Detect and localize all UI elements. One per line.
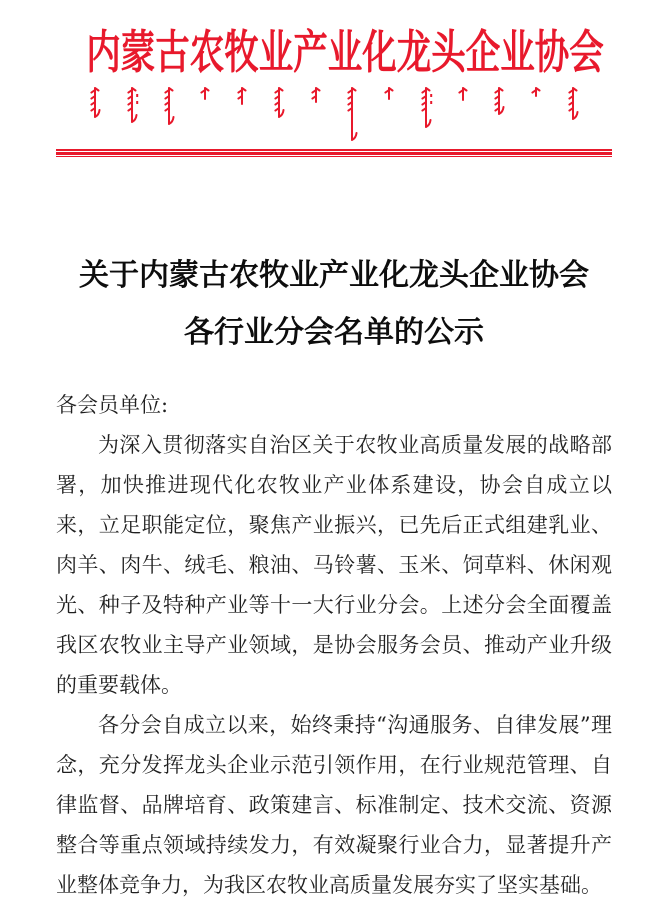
org-name-title: 内蒙古农牧业产业化龙头企业协会 — [86, 25, 604, 79]
paragraph-2: 各分会自成立以来，始终秉持“沟通服务、自律发展”理念，充分发挥龙头企业示范引领作用，在行业规范管理、自律监督、品牌培育、政策建言、标准制定、技术交流、资源整合等重点领域持续发力，有效凝聚行业合力，显著提升产业整体竞争力，为我区农牧业高质量发展夯实了坚实基础。 — [56, 713, 612, 898]
letterhead-divider — [56, 149, 612, 157]
doc-title-line-1: 关于内蒙古农牧业产业化龙头企业协会 — [79, 258, 589, 294]
paragraph-1: 为深入贯彻落实自治区关于农牧业高质量发展的战略部署，加快推进现代化农牧业产业体系建设，协会自成立以来，立足职能定位，聚焦产业振兴，已先后正式组建乳业、肉羊、肉牛、绒毛、粮油、马铃薯、玉米、饲草料、休闲观光、种子及特种产业等十一大行业分会。上述分会全面覆盖我区农牧业主导产业领域，是协会服务会员、推动产业升级的重要载体。 — [56, 433, 612, 698]
doc-title-line-2: 各行业分会名单的公示 — [184, 315, 484, 351]
document-content — [0, 247, 668, 905]
letterhead — [0, 0, 668, 157]
doc-body — [56, 385, 612, 905]
doc-title — [40, 247, 628, 361]
mongolian-script — [88, 87, 580, 149]
salutation: 各会员单位: — [56, 393, 169, 418]
